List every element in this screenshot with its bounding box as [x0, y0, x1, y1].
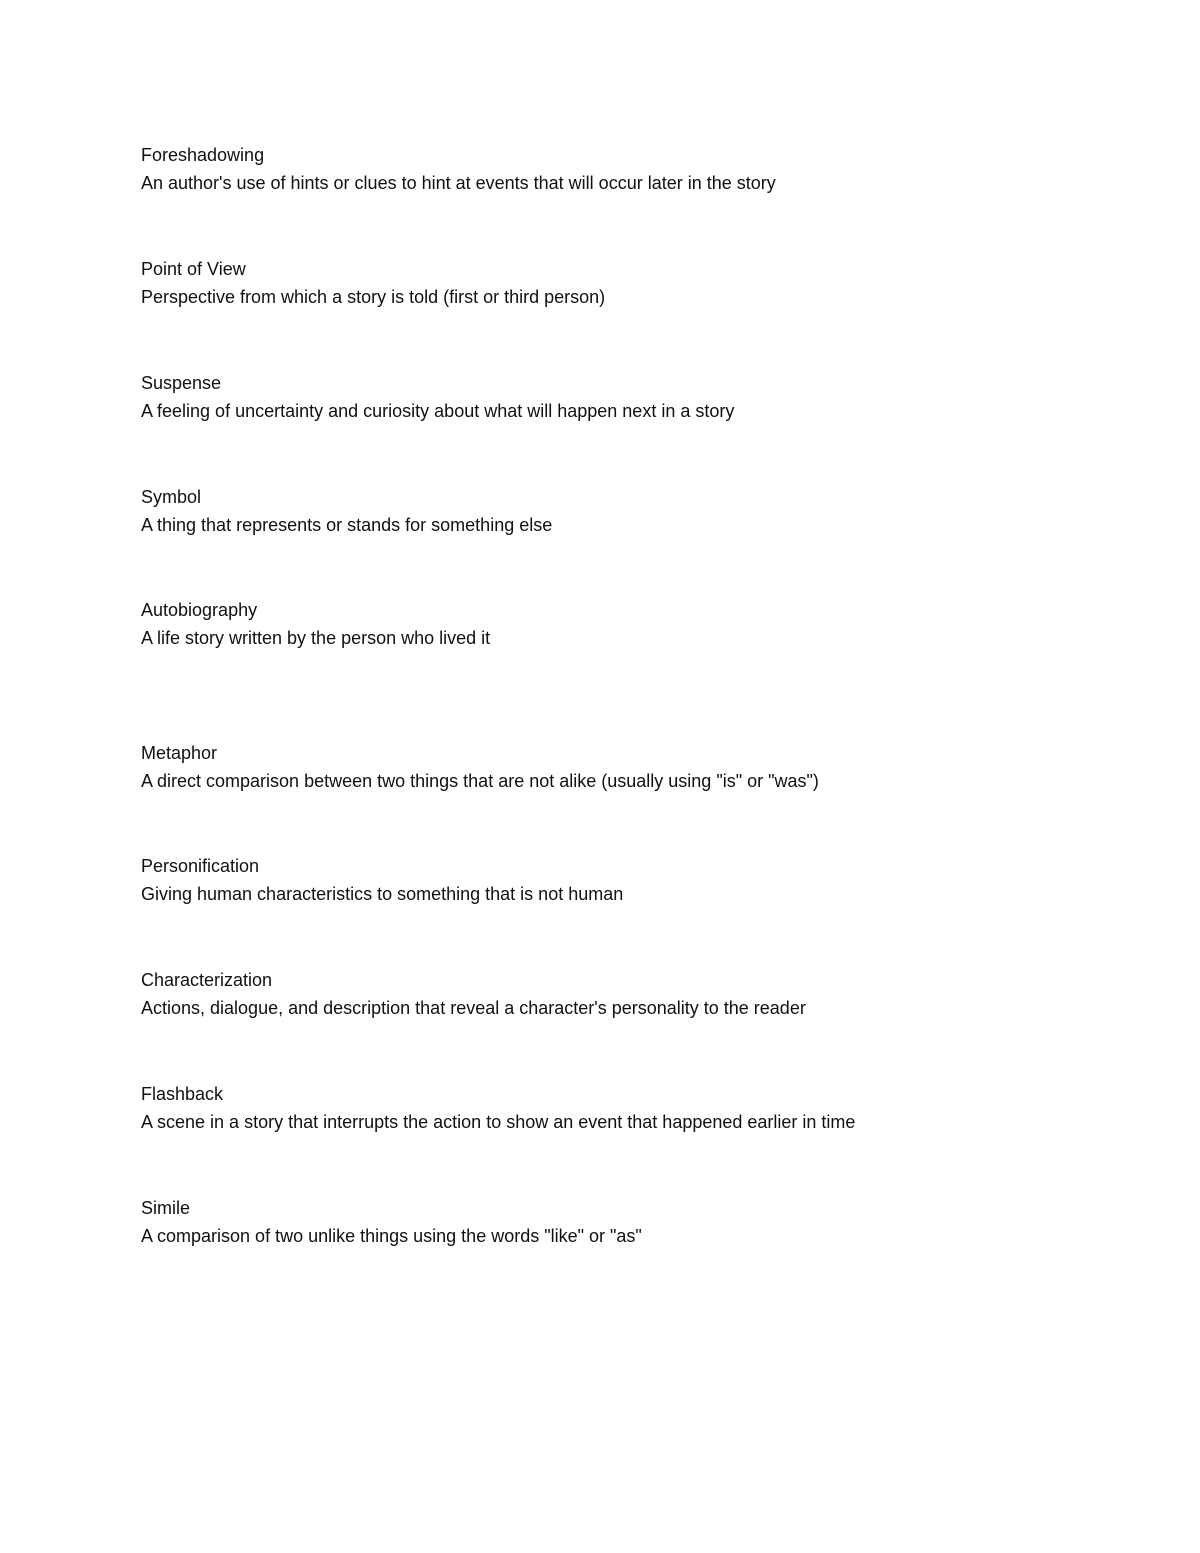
term: Symbol	[141, 487, 202, 507]
term: Flashback	[141, 1084, 224, 1104]
term: Point of View	[141, 259, 246, 279]
term: Suspense	[141, 373, 222, 393]
definition: A feeling of uncertainty and curiosity about what will happen next in a story	[141, 401, 735, 421]
term: Foreshadowing	[141, 145, 265, 165]
term: Characterization	[141, 970, 273, 990]
entry-autobiography	[141, 596, 1141, 652]
entry-characterization	[141, 966, 1141, 1022]
definition: A life story written by the person who lived it	[141, 628, 491, 648]
definition: Actions, dialogue, and description that reveal a character's personality to the reader	[141, 998, 806, 1018]
entry-foreshadowing	[141, 141, 1141, 197]
entry-symbol	[141, 483, 1141, 539]
definition: A scene in a story that interrupts the action to show an event that happened earlier in time	[141, 1112, 856, 1132]
definition: A comparison of two unlike things using the words "like" or "as"	[141, 1226, 642, 1246]
definition: A direct comparison between two things that are not alike (usually using "is" or "was")	[141, 771, 819, 791]
definition: Perspective from which a story is told (first or third person)	[141, 287, 606, 307]
term: Metaphor	[141, 743, 218, 763]
entry-suspense	[141, 369, 1141, 425]
entry-point-of-view	[141, 255, 1141, 311]
term: Personification	[141, 856, 260, 876]
term: Autobiography	[141, 600, 258, 620]
definition: Giving human characteristics to something that is not human	[141, 884, 624, 904]
entry-flashback	[141, 1080, 1141, 1136]
entry-metaphor	[141, 739, 1141, 795]
definition: A thing that represents or stands for something else	[141, 515, 553, 535]
definition: An author's use of hints or clues to hint at events that will occur later in the story	[141, 173, 776, 193]
entry-personification	[141, 852, 1141, 908]
entry-simile	[141, 1194, 1141, 1250]
term: Simile	[141, 1198, 191, 1218]
